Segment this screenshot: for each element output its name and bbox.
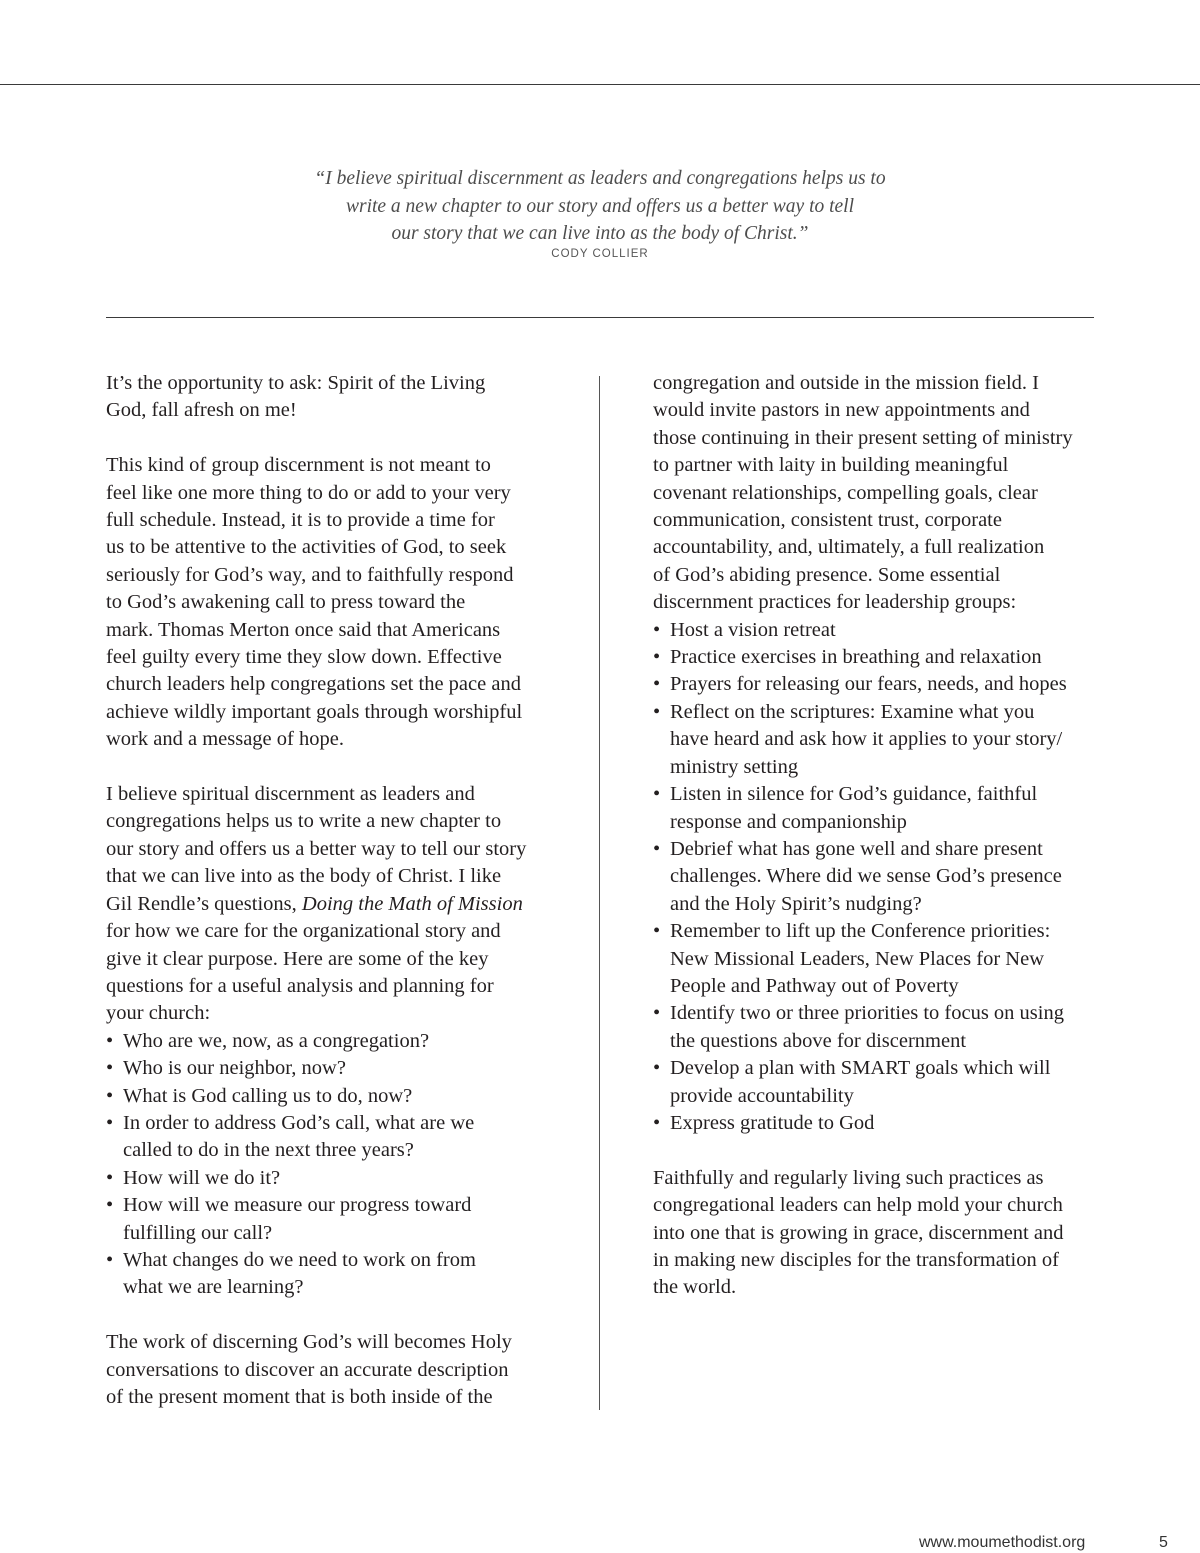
text-line: • Develop a plan with SMART goals which will bbox=[670, 1057, 1051, 1080]
text-line: accountability, and, ultimately, a full realization bbox=[653, 536, 1045, 559]
pull-quote-line: “I believe spiritual discernment as leaders and congregations helps us to bbox=[314, 168, 886, 189]
text-line: us to be attentive to the activities of God, to seek bbox=[106, 536, 507, 559]
text-line: to partner with laity in building meaningful bbox=[653, 454, 1009, 477]
text-line: full schedule. Instead, it is to provide a time for bbox=[106, 509, 495, 532]
text-line: conversations to discover an accurate description bbox=[106, 1358, 509, 1381]
text-line: work and a message of hope. bbox=[106, 728, 344, 751]
text-line: mark. Thomas Merton once said that Americans bbox=[106, 618, 501, 641]
text-line: response and companionship bbox=[670, 810, 907, 833]
list-item bbox=[653, 1055, 1123, 1110]
list-item bbox=[106, 1028, 576, 1055]
footer-url[interactable]: www.moumethodist.org bbox=[919, 1534, 1086, 1551]
paragraph bbox=[653, 370, 1123, 617]
text-line: the questions above for discernment bbox=[670, 1029, 967, 1052]
text-line: New Missional Leaders, New Places for New bbox=[670, 947, 1045, 970]
list-item bbox=[653, 918, 1123, 1000]
text-line: into one that is growing in grace, discernment and bbox=[653, 1221, 1064, 1244]
text-line: • In order to address God’s call, what are we bbox=[123, 1111, 475, 1134]
list-item bbox=[653, 617, 1123, 644]
text-line: challenges. Where did we sense God’s presence bbox=[670, 865, 1062, 888]
pull-quote-line: write a new chapter to our story and offers us a better way to tell bbox=[345, 195, 855, 217]
text-line: Faithfully and regularly living such practices as bbox=[653, 1166, 1044, 1189]
paragraph bbox=[106, 1329, 576, 1411]
list-item bbox=[653, 1000, 1123, 1055]
text-line: • Who is our neighbor, now? bbox=[123, 1057, 346, 1080]
text-line: covenant relationships, compelling goals, clear bbox=[653, 481, 1038, 504]
text-line: feel like one more thing to do or add to your very bbox=[106, 481, 511, 504]
paragraph bbox=[653, 1165, 1123, 1302]
text-line: those continuing in their present setting of ministry bbox=[653, 426, 1073, 449]
text-line: have heard and ask how it applies to your story/ bbox=[670, 728, 1063, 751]
text-line: questions for a useful analysis and planning for bbox=[106, 974, 494, 997]
list-item bbox=[653, 1110, 1123, 1137]
text-line: It’s the opportunity to ask: Spirit of the Living bbox=[106, 372, 486, 394]
pull-quote-text bbox=[200, 165, 1000, 248]
paragraph bbox=[106, 370, 576, 425]
text-line: achieve wildly important goals through worshipful bbox=[106, 700, 523, 723]
right-column bbox=[653, 370, 1123, 1302]
text-line: congregation and outside in the mission field. I bbox=[653, 372, 1040, 394]
text-line: what we are learning? bbox=[123, 1276, 304, 1299]
text-line: our story and offers us a better way to tell our story bbox=[106, 837, 527, 860]
pull-quote bbox=[200, 165, 1000, 260]
list-item bbox=[106, 1247, 576, 1302]
text-line: your church: bbox=[106, 1002, 211, 1025]
text-line: • Express gratitude to God bbox=[670, 1111, 875, 1134]
top-rule bbox=[0, 84, 1200, 85]
text-line: • Debrief what has gone well and share present bbox=[670, 837, 1043, 860]
text-line: God, fall afresh on me! bbox=[106, 399, 297, 422]
text-line: • Host a vision retreat bbox=[670, 618, 836, 641]
text-line: The work of discerning God’s will becomes Holy bbox=[106, 1331, 512, 1354]
paragraph bbox=[106, 452, 576, 753]
text-line: • Reflect on the scriptures: Examine what you bbox=[670, 700, 1035, 723]
text-line: ministry setting bbox=[670, 755, 799, 778]
text-line: of God’s abiding presence. Some essential bbox=[653, 563, 1001, 586]
text-line: This kind of group discernment is not meant to bbox=[106, 454, 491, 477]
text-line: for how we care for the organizational story and bbox=[106, 920, 501, 943]
text-line: provide accountability bbox=[670, 1084, 854, 1107]
bullet-list bbox=[106, 1028, 576, 1302]
text-line: Gil Rendle’s questions, Doing the Math of Mission bbox=[106, 892, 523, 915]
text-line: fulfilling our call? bbox=[123, 1221, 273, 1244]
text-line: that we can live into as the body of Christ. I like bbox=[106, 865, 502, 888]
text-line: • Listen in silence for God’s guidance, faithful bbox=[670, 783, 1038, 806]
text-line: and the Holy Spirit’s nudging? bbox=[670, 892, 922, 915]
pull-quote-line: our story that we can live into as the body of Christ.” bbox=[391, 223, 809, 244]
text-line: would invite pastors in new appointments and bbox=[653, 399, 1030, 422]
text-line: the world. bbox=[653, 1276, 737, 1299]
text-line: • Practice exercises in breathing and relaxation bbox=[670, 646, 1042, 669]
text-line: discernment practices for leadership groups: bbox=[653, 591, 1017, 614]
list-item bbox=[653, 644, 1123, 671]
list-item bbox=[106, 1192, 576, 1247]
text-line: • Who are we, now, as a congregation? bbox=[123, 1029, 430, 1052]
list-item bbox=[106, 1165, 576, 1192]
text-line: congregational leaders can help mold your church bbox=[653, 1194, 1063, 1217]
page-number: 5 bbox=[1159, 1534, 1168, 1551]
list-item bbox=[106, 1055, 576, 1082]
list-item bbox=[653, 699, 1123, 781]
text-line: in making new disciples for the transformation of bbox=[653, 1248, 1059, 1271]
list-item bbox=[106, 1110, 576, 1165]
text-line: called to do in the next three years? bbox=[123, 1139, 414, 1162]
bullet-list bbox=[653, 617, 1123, 1138]
text-line: church leaders help congregations set the pace and bbox=[106, 673, 521, 696]
pull-quote-attribution: CODY COLLIER bbox=[551, 247, 649, 260]
text-line: • What changes do we need to work on from bbox=[123, 1248, 476, 1271]
text-line: to God’s awakening call to press toward the bbox=[106, 591, 466, 614]
text-line: • Prayers for releasing our fears, needs, and hopes bbox=[670, 673, 1067, 696]
text-line: of the present moment that is both inside of the bbox=[106, 1385, 493, 1408]
text-line: seriously for God’s way, and to faithfully respond bbox=[106, 563, 514, 586]
paragraph bbox=[106, 781, 576, 1028]
left-column bbox=[106, 370, 576, 1411]
text-line: • What is God calling us to do, now? bbox=[123, 1084, 413, 1107]
list-item bbox=[653, 671, 1123, 698]
text-line: • Identify two or three priorities to focus on using bbox=[670, 1002, 1064, 1025]
text-line: give it clear purpose. Here are some of the key bbox=[106, 947, 489, 970]
text-line: feel guilty every time they slow down. Effective bbox=[106, 646, 502, 669]
section-rule bbox=[106, 317, 1094, 318]
text-line: congregations helps us to write a new chapter to bbox=[106, 810, 502, 833]
text-line: communication, consistent trust, corporate bbox=[653, 509, 1002, 532]
text-line: • Remember to lift up the Conference priorities: bbox=[670, 920, 1051, 943]
list-item bbox=[106, 1083, 576, 1110]
text-line: People and Pathway out of Poverty bbox=[670, 974, 959, 997]
list-item bbox=[653, 836, 1123, 918]
text-line: I believe spiritual discernment as leaders and bbox=[106, 783, 475, 806]
column-divider bbox=[599, 376, 600, 1410]
text-line: • How will we measure our progress toward bbox=[123, 1194, 472, 1217]
list-item bbox=[653, 781, 1123, 836]
book-title: Doing the Math of Mission bbox=[301, 892, 523, 915]
text-line: • How will we do it? bbox=[123, 1166, 281, 1189]
